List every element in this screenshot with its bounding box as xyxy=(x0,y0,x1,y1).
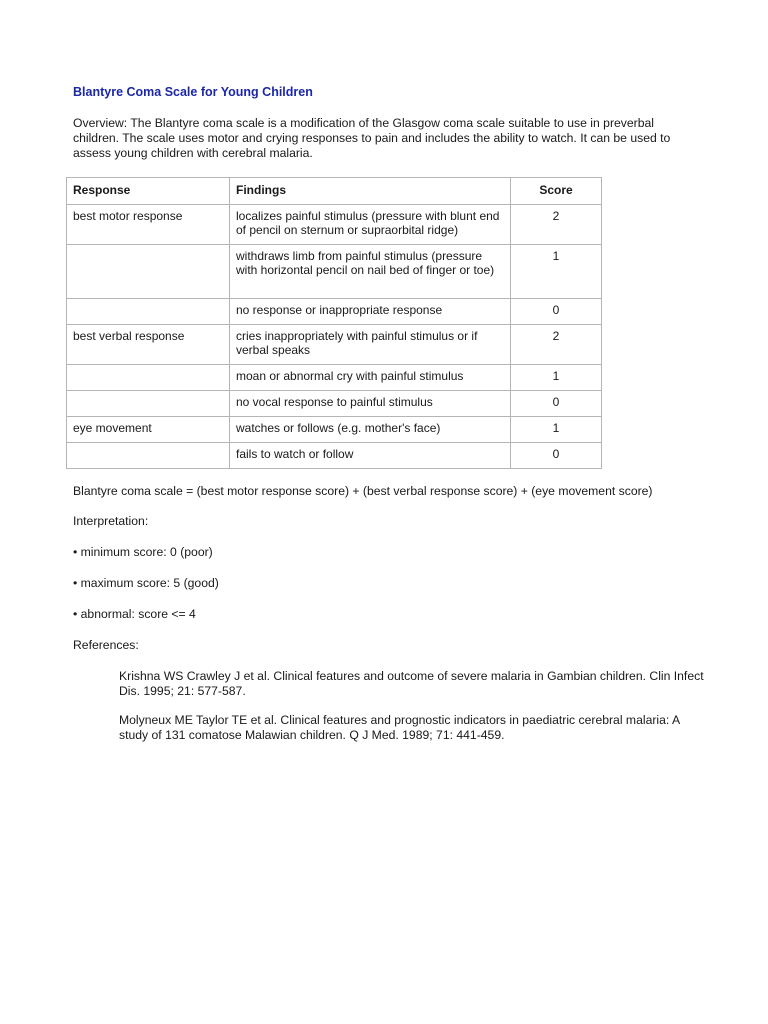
table-row xyxy=(67,298,602,324)
reference-item: Molyneux ME Taylor TE et al. Clinical features and prognostic indicators in paediatric cerebral malaria: A study of 131 comatose Malawian children. Q J Med. 1989; 71: 441-459. xyxy=(119,713,680,742)
response-cell: eye movement xyxy=(67,416,230,442)
response-cell xyxy=(67,364,230,390)
score-cell: 0 xyxy=(511,390,602,416)
table-header-row xyxy=(67,178,602,205)
header-findings: Findings xyxy=(230,178,511,205)
header-response: Response xyxy=(67,178,230,205)
response-cell xyxy=(67,390,230,416)
score-cell: 1 xyxy=(511,364,602,390)
interpretation-item: • maximum score: 5 (good) xyxy=(73,576,219,590)
response-cell: best motor response xyxy=(67,204,230,244)
score-cell: 2 xyxy=(511,204,602,244)
score-cell: 2 xyxy=(511,324,602,364)
interpretation-item: • minimum score: 0 (poor) xyxy=(73,545,213,559)
table-row xyxy=(67,324,602,364)
interpretation-label: Interpretation: xyxy=(73,514,149,528)
table-row xyxy=(67,364,602,390)
response-cell xyxy=(67,442,230,468)
finding-cell: watches or follows (e.g. mother's face) xyxy=(230,416,511,442)
response-cell xyxy=(67,244,230,298)
interpretation-item: • abnormal: score <= 4 xyxy=(73,607,196,621)
finding-cell: fails to watch or follow xyxy=(230,442,511,468)
table-row xyxy=(67,204,602,244)
table-row xyxy=(67,416,602,442)
finding-cell: no vocal response to painful stimulus xyxy=(230,390,511,416)
page-title: Blantyre Coma Scale for Young Children xyxy=(73,85,313,99)
finding-cell: no response or inappropriate response xyxy=(230,298,511,324)
score-cell: 1 xyxy=(511,244,602,298)
table-row xyxy=(67,442,602,468)
table-row xyxy=(67,244,602,298)
response-cell xyxy=(67,298,230,324)
finding-cell: localizes painful stimulus (pressure with blunt end of pencil on sternum or supraorbital ridge) xyxy=(230,204,511,244)
header-score: Score xyxy=(511,178,602,205)
coma-scale-table xyxy=(66,177,602,469)
references-label: References: xyxy=(73,638,139,652)
response-cell: best verbal response xyxy=(67,324,230,364)
score-cell: 0 xyxy=(511,298,602,324)
score-cell: 1 xyxy=(511,416,602,442)
finding-cell: moan or abnormal cry with painful stimulus xyxy=(230,364,511,390)
reference-item: Krishna WS Crawley J et al. Clinical features and outcome of severe malaria in Gambian children. Clin Infect Dis. 1995; 21: 577-587. xyxy=(119,669,704,698)
finding-cell: cries inappropriately with painful stimulus or if verbal speaks xyxy=(230,324,511,364)
finding-cell: withdraws limb from painful stimulus (pressure with horizontal pencil on nail bed of finger or toe) xyxy=(230,244,511,298)
score-cell: 0 xyxy=(511,442,602,468)
table-row xyxy=(67,390,602,416)
formula-text: Blantyre coma scale = (best motor response score) + (best verbal response score) + (eye movement score) xyxy=(73,484,653,498)
overview-paragraph: Overview: The Blantyre coma scale is a modification of the Glasgow coma scale suitable to use in preverbal children. The scale uses motor and crying responses to pain and includes the ability to watch. It can be used to assess young children with cerebral malaria. xyxy=(73,116,671,160)
